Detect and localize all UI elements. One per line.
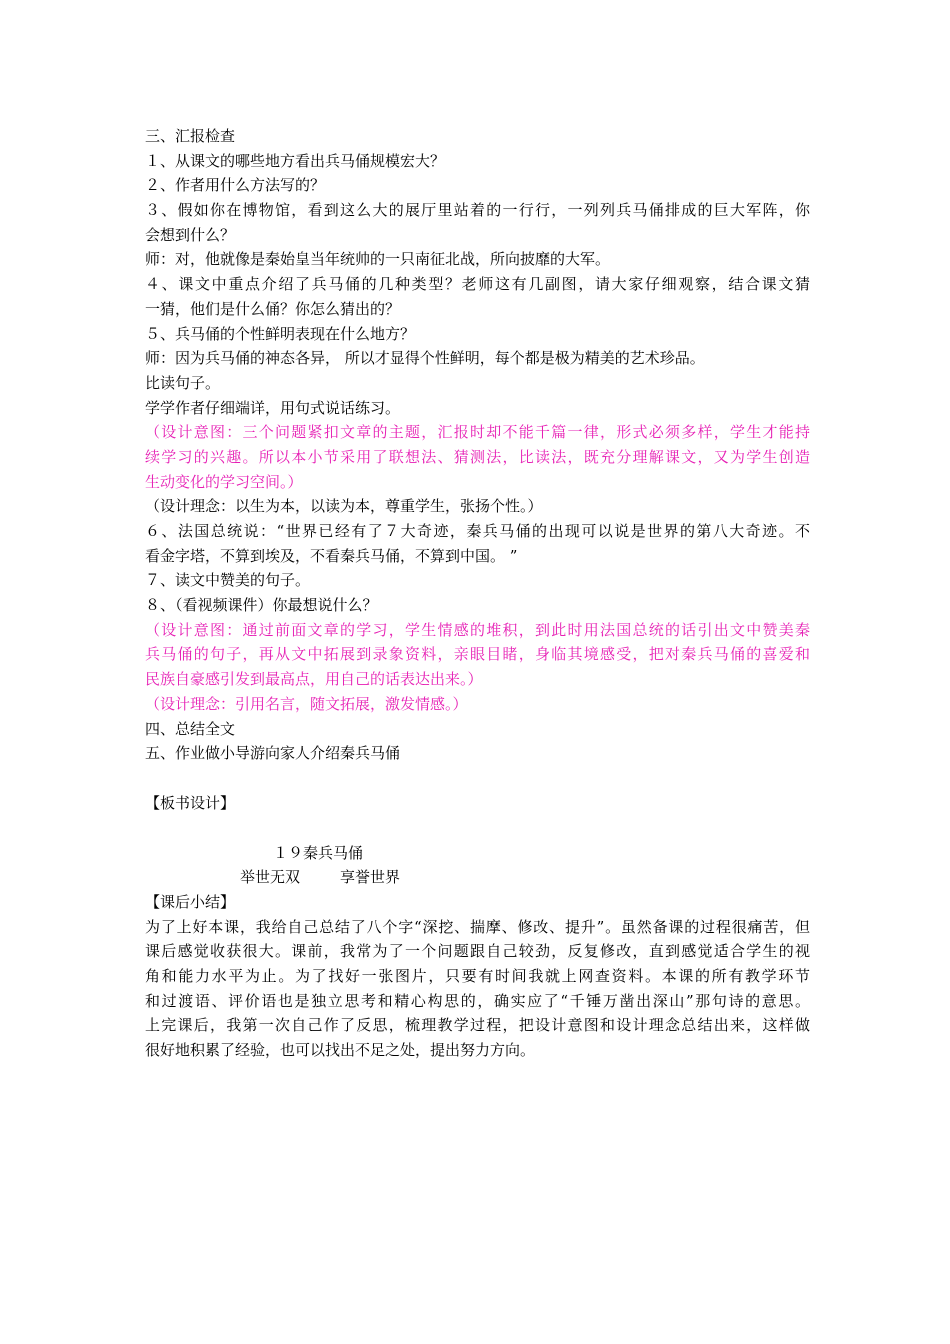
question-4-line-2: 一猜，他们是什么俑？你怎么猜出的？ — [145, 299, 401, 318]
board-phrase-left: 举世无双 — [240, 868, 301, 887]
section-4-heading: 四、总结全文 — [145, 719, 236, 738]
compare-sentences: 比读句子。 — [145, 373, 221, 392]
section-5-heading: 五、作业做小导游向家人介绍秦兵马俑 — [145, 744, 401, 763]
summary-heading: 【课后小结】 — [145, 892, 236, 911]
question-5: ５、兵马俑的个性鲜明表现在什么地方？ — [145, 324, 416, 343]
question-1: １、从课文的哪些地方看出兵马俑规模宏大？ — [145, 151, 446, 170]
design-intent-1-line-2: 续学习的兴趣。所以本小节采用了联想法、猜测法，比读法，既充分理解课文，又为学生创造 — [145, 447, 810, 466]
question-3-line-1: ３、假如你在博物馆，看到这么大的展厅里站着的一行行，一列列兵马俑排成的巨大军阵，你 — [145, 201, 810, 220]
practice-note: 学学作者仔细端详，用句式说话练习。 — [145, 398, 401, 417]
board-title: １９秦兵马俑 — [273, 843, 364, 862]
blank-line — [145, 766, 810, 791]
summary-line-5: 上完课后，我第一次自己作了反思，梳理教学过程，把设计意图和设计理念总结出来，这样做 — [145, 1016, 810, 1035]
board-design-heading: 【板书设计】 — [145, 793, 236, 812]
design-concept-2: （设计理念：引用名言，随文拓展，激发情感。） — [145, 694, 468, 713]
design-intent-2-line-3: 民族自豪感引发到最高点，用自己的话表达出来。） — [145, 670, 483, 689]
board-phrase-right: 享誉世界 — [340, 868, 401, 887]
question-8: ８、（看视频课件）你最想说什么？ — [145, 596, 378, 615]
question-6-line-1: ６、法国总统说：“世界已经有了７大奇迹，秦兵马俑的出现可以说是世界的第八大奇迹。不 — [145, 522, 810, 540]
summary-line-4: 和过渡语、评价语也是独立思考和精心构思的，确实应了“千锤万凿出深山”那句诗的意思。 — [145, 991, 810, 1010]
design-concept-1: （设计理念：以生为本，以读为本，尊重学生，张扬个性。） — [145, 497, 543, 516]
question-7: ７、读文中赞美的句子。 — [145, 571, 311, 590]
design-intent-1-line-3: 生动变化的学习空间。） — [145, 472, 303, 491]
blank-line — [145, 816, 810, 841]
teacher-remark-1: 师：对，他就像是秦始皇当年统帅的一只南征北战，所向披靡的大军。 — [145, 250, 611, 269]
board-phrases — [145, 865, 810, 890]
question-4-line-1: ４、课文中重点介绍了兵马俑的几种类型？老师这有几副图，请大家仔细观察，结合课文猜 — [145, 275, 810, 294]
summary-line-1: 为了上好本课，我给自己总结了八个字“深挖、揣摩、修改、提升”。虽然备课的过程很痛苦，但 — [145, 917, 810, 936]
design-intent-2-line-1: （设计意图：通过前面文章的学习，学生情感的堆积，到此时用法国总统的话引出文中赞美秦 — [145, 620, 810, 639]
question-3-line-2: 会想到什么？ — [145, 225, 236, 244]
summary-line-2: 课后感觉收获很大。课前，我常为了一个问题跟自己较劲，反复修改，直到感觉适合学生的视 — [145, 942, 810, 961]
design-intent-1-line-1: （设计意图：三个问题紧扣文章的主题，汇报时却不能千篇一律，形式必须多样，学生才能持 — [145, 423, 810, 442]
summary-line-6: 很好地积累了经验，也可以找出不足之处，提出努力方向。 — [145, 1041, 536, 1060]
question-2: ２、作者用什么方法写的？ — [145, 176, 326, 195]
question-6-line-2: 看金字塔，不算到埃及，不看秦兵马俑，不算到中国。 ” — [145, 546, 518, 565]
summary-line-3: 角和能力水平为止。为了找好一张图片，只要有时间我就上网查资料。本课的所有教学环节 — [145, 967, 810, 985]
design-intent-2-line-2: 兵马俑的句子，再从文中拓展到录象资料，亲眼目睹，身临其境感受，把对秦兵马俑的喜爱和 — [145, 645, 810, 664]
teacher-remark-2: 师：因为兵马俑的神态各异， 所以才显得个性鲜明，每个都是极为精美的艺术珍品。 — [145, 349, 705, 368]
document-body — [145, 124, 810, 1063]
section-heading: 三、汇报检查 — [145, 127, 236, 145]
